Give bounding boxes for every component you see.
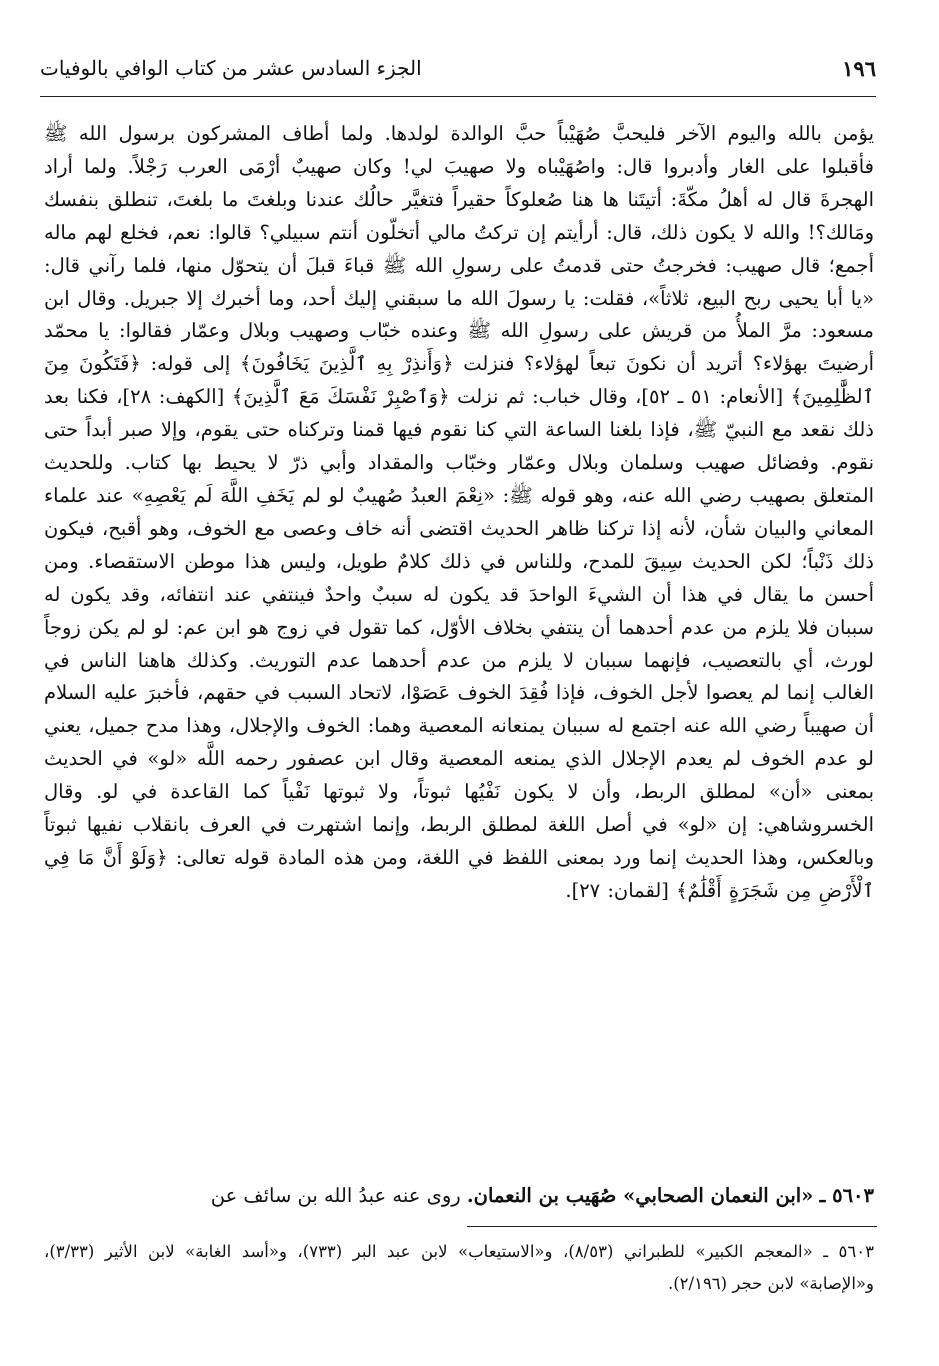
- footnote-text: ٥٦٠٣ ـ «المعجم الكبير» للطبراني (٨/٥٣)، و«الاستيعاب» لابن عبد البر (٧٣٣)، و«أسد الغابة» لابن الأثير (٣/٣٣)، و«الإصابة» لابن حجر (٢/١٩٦).: [44, 1242, 874, 1293]
- running-header: [40, 52, 876, 90]
- entry-heading: «ابن النعمان الصحابي» صُهَيب بن النعمان.: [466, 1184, 814, 1207]
- footnote: [44, 1236, 874, 1300]
- main-text: [44, 118, 874, 908]
- page-number: ١٩٦: [842, 56, 876, 81]
- main-paragraph: يؤمن بالله واليوم الآخر فليحبَّ صُهَيْباً حبَّ الوالدة لولدها. ولما أطاف المشركون برسول الله ﷺ فأقبلوا على الغار وأدبروا قال: واصُهَيْباه ولا صهيبَ لي! وكان صهيبٌ أرْمَى العرب رَجْلاً. ولما أراد الهجرةَ قال له أهلُ مكّةَ: أتيتَنا ها هنا صُعلوكاً حقيراً فتغيَّر حالُك عندنا وبلغتَ ما بلغتَ، تنطلق بنفسك ومَالك؟! والله لا يكون ذلك، قال: أرأيتم إن تركتُ مالي أتخلّون أنتم سبيلي؟ قالوا: نعم، فخلع لهم ماله أجمع؛ قال صهيب: فخرجتُ حتى قدمتُ على رسولِ الله ﷺ قباءَ قبلَ أن يتحوّل منها، فلما رآني قال: «يا أبا يحيى ربح البيع، ثلاثاً»، فقلت: يا رسولَ الله ما سبقني إليك أحد، وما أخبرك إلا جبريل. وقال ابن مسعود: مرَّ الملأُ من قريش على رسولِ الله ﷺ وعنده خبّاب وصهيب وبلال وعمّار فقالوا: يا محمّد أرضيتَ بهؤلاء؟ أتريد أن نكونَ تبعاً لهؤلاء؟ فنزلت ﴿وَأَنذِرْ بِهِ ٱلَّذِينَ يَخَافُونَ﴾ إلى قوله: ﴿فَتَكُونَ مِنَ ٱلظَّٰلِمِينَ﴾ [الأنعام: ٥١ ـ ٥٢]، وقال خباب: ثم نزلت ﴿وَٱصْبِرْ نَفْسَكَ مَعَ ٱلَّذِينَ﴾ [الكهف: ٢٨]، فكنا بعد ذلك نقعد مع النبيّ ﷺ، فإذا بلغنا الساعة التي كنا نقوم فيها قمنا وتركناه حتى يقوم، وإلا صبر أبداً حتى نقوم. وفضائل صهيب وسلمان وبلال وعمّار وخبّاب والمقداد وأبي ذرّ لا يحيط بها كتاب. وللحديث المتعلق بصهيب رضي الله عنه، وهو قوله ﷺ: «نِعْمَ العبدُ صُهيبٌ لو لم يَخَفِ اللَّهَ لَم يَعْصِهِ» عند علماء المعاني والبيان شأن، لأنه إذا تركنا ظاهر الحديث اقتضى أنه خاف وعصى مع الخوف، وهو أقبح، فيكون ذلك ذَنْباً؛ لكن الحديث سِيقَ للمدح، وللناس في ذلك كلامٌ طويل، وليس هذا موطن الاستقصاء. ومن أحسن ما يقال في هذا أن الشيءَ الواحدَ قد يكون له سببٌ واحدٌ فينتفي عند انتفائه، وقد يكون له سببان فلا يلزم من عدم أحدهما أن ينتفي بخلاف الأوّل، كما تقول في زوج هو ابن عم: لو لم يكن زوجاً لورث، أي بالتعصيب، فإنهما سببان لا يلزم من عدم أحدهما عدم التوريث. وكذلك هاهنا الناس في الغالب إنما لم يعصوا لأجل الخوف، فإذا فُقِدَ الخوف عَصَوْا، لاتحاد السبب في حقهم، فأخبرَ عليه السلام أن صهيباً رضي الله عنه اجتمع له سببان يمنعانه المعصية وهما: الخوف والإجلال، وهذا مدح جميل، يعني لو عدم الخوف لم يعدم الإجلال الذي يمنعه المعصية وقال ابن عصفور رحمه اللَّه «لو» في الحديث بمعنى «أن» لمطلق الربط، وأن لا يكون نَفْيُها ثبوتاً، ولا ثبوتها نَفْياً كما القاعدة في لو. وقال الخسروشاهي: إن «لو» في أصل اللغة لمطلق الربط، وإنما اشتهرت في العرف بانقلاب نفيها ثبوتاً وبالعكس، وهذا الحديث إنما ورد بمعنى اللفظ في اللغة، ومن هذه المادة قوله تعالى: ﴿وَلَوْ أَنَّ مَا فِي ٱلْأَرْضِ مِن شَجَرَةٍ أَقْلَٰمٌ﴾ [لقمان: ٢٧].: [44, 122, 874, 902]
- entry-number: ٥٦٠٣ ـ: [819, 1184, 874, 1207]
- header-divider: [40, 96, 876, 97]
- footnote-divider: [467, 1226, 877, 1227]
- entry-text: روى عنه عبدُ الله بن سائف عن: [210, 1184, 461, 1207]
- running-title: الجزء السادس عشر من كتاب الوافي بالوفيات: [40, 56, 422, 80]
- biography-entry: [44, 1180, 874, 1212]
